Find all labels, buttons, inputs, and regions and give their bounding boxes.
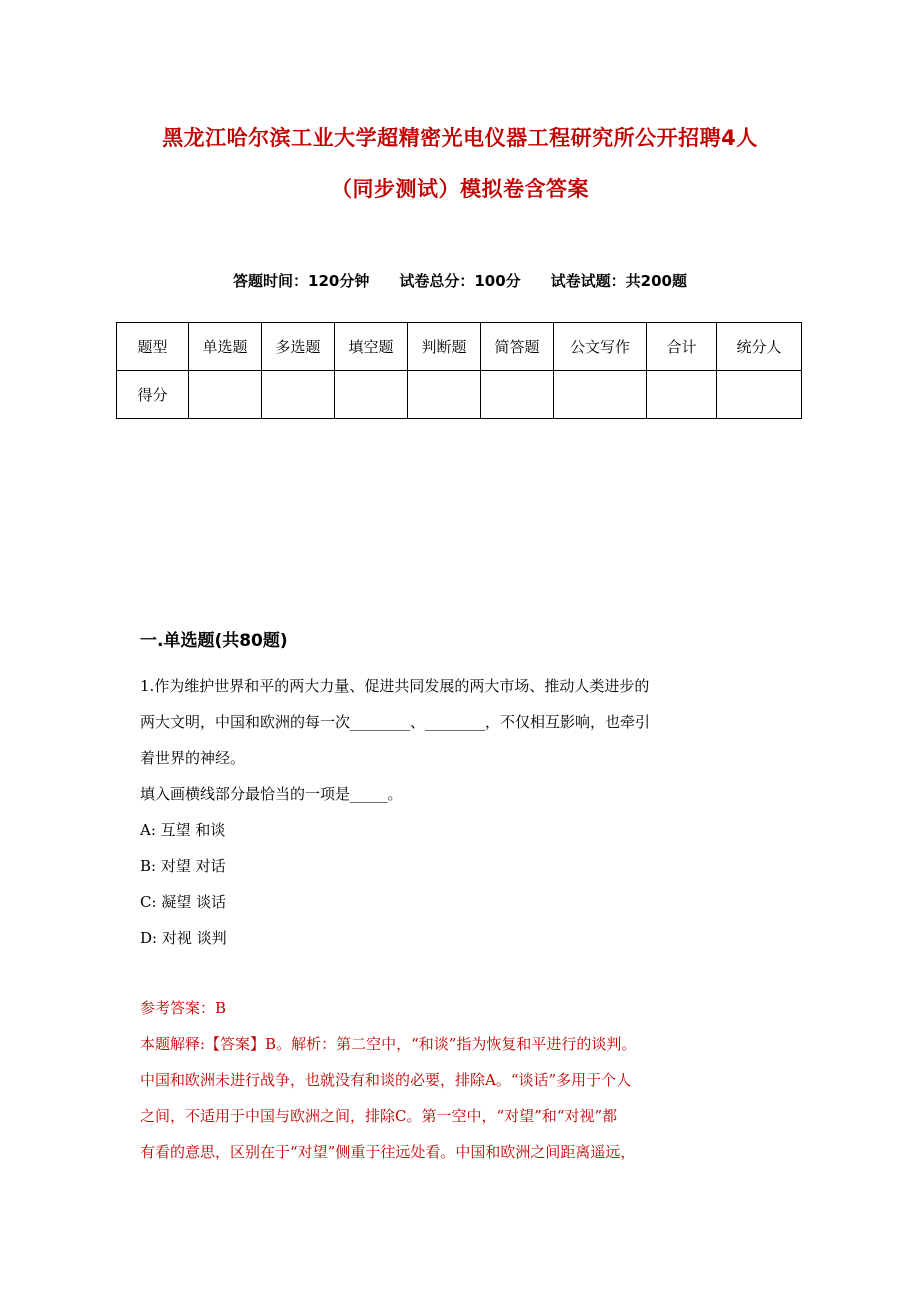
header-cell-multiple-choice: 多选题 bbox=[262, 323, 335, 371]
score-cell bbox=[647, 371, 717, 419]
score-cell bbox=[189, 371, 262, 419]
score-cell bbox=[481, 371, 554, 419]
reference-answer: 参考答案：B bbox=[140, 999, 227, 1017]
exam-info bbox=[0, 270, 920, 291]
header-cell-total: 合计 bbox=[647, 323, 717, 371]
question-prompt: 填入画横线部分最恰当的一项是_____。 bbox=[140, 785, 403, 803]
exam-time: 答题时间：120分钟 bbox=[233, 272, 370, 290]
header-cell-scorer: 统分人 bbox=[717, 323, 802, 371]
question-stem-line: 两大文明，中国和欧洲的每一次________、________，不仅相互影响，也牵引 bbox=[140, 713, 651, 731]
document-title-line1: 黑龙江哈尔滨工业大学超精密光电仪器工程研究所公开招聘4人 bbox=[162, 126, 758, 150]
section-title: 一.单选题(共80题) bbox=[140, 631, 288, 651]
score-row-label: 得分 bbox=[117, 371, 189, 419]
score-cell bbox=[262, 371, 335, 419]
explanation-line: 有看的意思，区别在于“对望”侧重于往远处看。中国和欧洲之间距离遥远， bbox=[140, 1143, 636, 1161]
header-cell-type: 题型 bbox=[117, 323, 189, 371]
score-cell bbox=[717, 371, 802, 419]
score-table bbox=[116, 322, 802, 419]
header-cell-short-answer: 简答题 bbox=[481, 323, 554, 371]
explanation-line: 中国和欧洲未进行战争，也就没有和谈的必要，排除A。“谈话”多用于个人 bbox=[140, 1071, 632, 1089]
option-c: C: 凝望 谈话 bbox=[140, 893, 227, 911]
header-cell-official-writing: 公文写作 bbox=[554, 323, 647, 371]
document-title-line2: （同步测试）模拟卷含答案 bbox=[331, 177, 589, 201]
score-cell bbox=[554, 371, 647, 419]
score-cell bbox=[335, 371, 408, 419]
explanation-line: 之间，不适用于中国与欧洲之间，排除C。第一空中，“对望”和“对视”都 bbox=[140, 1107, 618, 1125]
exam-question-count: 试卷试题：共200题 bbox=[550, 272, 687, 290]
header-cell-single-choice: 单选题 bbox=[189, 323, 262, 371]
explanation-line: 本题解释:【答案】B。解析：第二空中，“和谈”指为恢复和平进行的谈判。 bbox=[140, 1035, 637, 1053]
exam-total-score: 试卷总分：100分 bbox=[399, 272, 521, 290]
question-stem-line: 着世界的神经。 bbox=[140, 749, 246, 767]
option-b: B: 对望 对话 bbox=[140, 857, 226, 875]
question-stem-line: 1.作为维护世界和平的两大力量、促进共同发展的两大市场、推动人类进步的 bbox=[140, 677, 650, 695]
score-cell bbox=[408, 371, 481, 419]
option-a: A: 互望 和谈 bbox=[140, 821, 226, 839]
answer-block bbox=[140, 990, 780, 1170]
header-cell-true-false: 判断题 bbox=[408, 323, 481, 371]
option-d: D: 对视 谈判 bbox=[140, 929, 227, 947]
header-cell-fill-blank: 填空题 bbox=[335, 323, 408, 371]
score-table-score-row bbox=[117, 371, 802, 419]
score-table-header-row bbox=[117, 323, 802, 371]
question-1 bbox=[140, 668, 780, 956]
